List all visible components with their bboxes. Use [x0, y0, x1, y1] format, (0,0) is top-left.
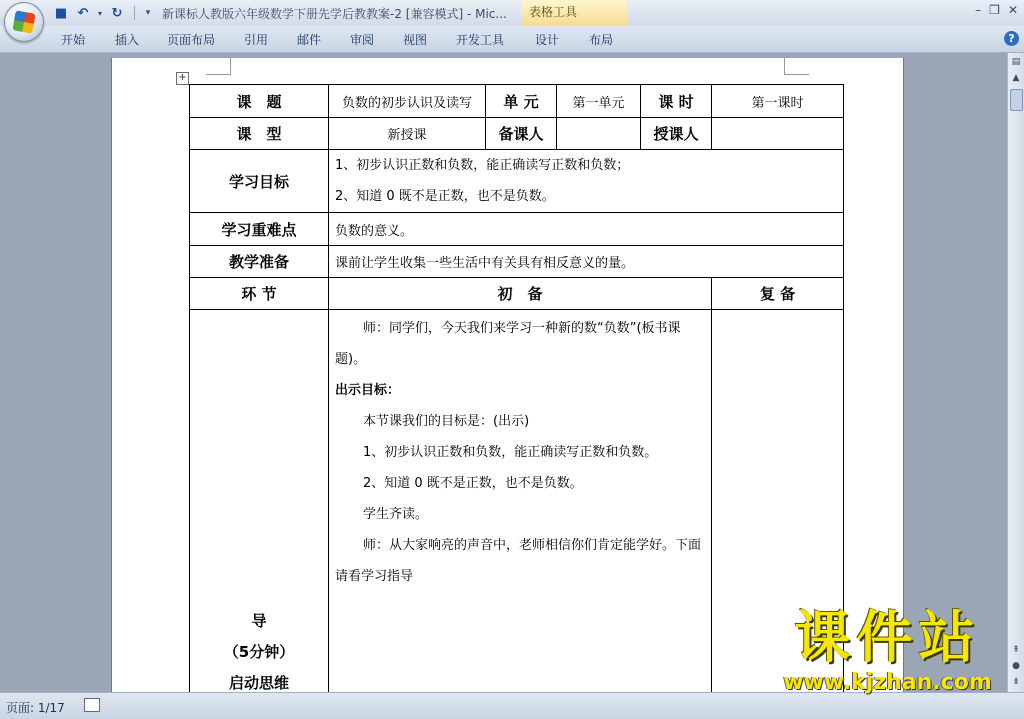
- tab-insert[interactable]: 插入: [115, 33, 140, 47]
- tab-references[interactable]: 引用: [244, 33, 269, 47]
- tab-design[interactable]: 设计: [535, 33, 560, 47]
- browse-object-icon[interactable]: ●: [1012, 661, 1020, 671]
- ribbon-tabs: [0, 26, 1024, 53]
- body-paragraph: 1、初步认识正数和负数，能正确读写正数和负数。: [363, 445, 658, 460]
- watermark-url: www.kjzhan.com: [783, 670, 992, 695]
- body-heading: 出示目标：: [335, 383, 401, 398]
- tab-mailings[interactable]: 邮件: [297, 33, 322, 47]
- page-indicator[interactable]: 页面: 1/17: [6, 701, 65, 715]
- restore-icon[interactable]: ❐: [989, 3, 1000, 17]
- table-move-handle-icon[interactable]: +: [176, 72, 189, 85]
- preparation-value[interactable]: 课前让学生收集一些生活中有关具有相反意义的量。: [329, 246, 844, 278]
- document-title: 新课标人教版六年级数学下册先学后教教案-2 [兼容模式] - Mic...: [162, 7, 507, 21]
- goal-item: 1、初步认识正数和负数，能正确读写正数和负数；: [335, 158, 630, 173]
- undo-dropdown-icon[interactable]: ▾: [97, 8, 102, 18]
- undo-icon[interactable]: ↶: [77, 5, 89, 21]
- proofing-icon[interactable]: [84, 698, 100, 712]
- window-controls: [975, 3, 1018, 17]
- stage-cell[interactable]: [190, 310, 329, 693]
- lesson-plan-table: [189, 84, 844, 692]
- close-icon[interactable]: ✕: [1007, 3, 1018, 17]
- save-icon[interactable]: ■: [54, 5, 68, 21]
- table-tools-label: 表格工具: [521, 0, 627, 26]
- teacher-value[interactable]: [712, 118, 844, 150]
- review-prep-header: 复 备: [712, 278, 844, 310]
- vertical-scrollbar[interactable]: [1007, 53, 1024, 692]
- stage-subtitle: 启动思维: [228, 674, 289, 692]
- status-bar: [0, 692, 1024, 719]
- body-paragraph: 师：从大家响亮的声音中，老师相信你们肯定能学好。下面请看学习指导: [335, 538, 702, 584]
- next-page-icon[interactable]: ⇟: [1012, 677, 1020, 687]
- previous-page-icon[interactable]: ⇞: [1012, 645, 1020, 655]
- scroll-thumb[interactable]: [1010, 89, 1023, 111]
- tab-developer[interactable]: 开发工具: [456, 33, 505, 47]
- office-button[interactable]: [4, 2, 44, 42]
- topic-value[interactable]: 负数的初步认识及读写: [329, 85, 486, 118]
- period-label: 课 时: [641, 85, 712, 118]
- goal-item: 2、知道 0 既不是正数，也不是负数。: [335, 189, 555, 204]
- unit-label: 单 元: [486, 85, 557, 118]
- body-paragraph: 2、知道 0 既不是正数，也不是负数。: [363, 476, 583, 491]
- title-bar: [0, 0, 1024, 27]
- body-paragraph: 本节课我们的目标是：(出示): [363, 414, 530, 429]
- redo-icon[interactable]: ↻: [111, 5, 123, 21]
- tab-home[interactable]: 开始: [61, 33, 86, 47]
- office-logo-icon: [12, 10, 35, 33]
- stage-header: 环 节: [190, 278, 329, 310]
- type-label: 课 型: [190, 118, 329, 150]
- unit-value[interactable]: 第一单元: [557, 85, 641, 118]
- tab-view[interactable]: 视图: [403, 33, 428, 47]
- preparation-label: 教学准备: [190, 246, 329, 278]
- first-prep-cell[interactable]: [329, 310, 712, 693]
- stage-duration: （5分钟）: [223, 643, 295, 661]
- body-paragraph: 学生齐读。: [363, 507, 429, 522]
- goals-label: 学习目标: [190, 150, 329, 213]
- tab-review[interactable]: 审阅: [350, 33, 375, 47]
- margin-crop-mark: [784, 58, 809, 75]
- key-points-label: 学习重难点: [190, 213, 329, 246]
- customize-qat-icon[interactable]: ▾: [145, 8, 151, 18]
- body-paragraph: 师：同学们，今天我们来学习一种新的数“负数”(板书课题)。: [335, 321, 681, 367]
- first-prep-header: 初 备: [329, 278, 712, 310]
- type-value[interactable]: 新授课: [329, 118, 486, 150]
- topic-label: 课 题: [190, 85, 329, 118]
- watermark-brand: 课件站: [794, 606, 981, 671]
- prep-value[interactable]: [557, 118, 641, 150]
- prep-label: 备课人: [486, 118, 557, 150]
- scroll-up-icon[interactable]: ▲: [1012, 73, 1020, 83]
- tab-page-layout[interactable]: 页面布局: [167, 33, 216, 47]
- period-value[interactable]: 第一课时: [712, 85, 844, 118]
- help-icon[interactable]: ?: [1004, 31, 1019, 46]
- document-page: [111, 58, 904, 692]
- key-points-value[interactable]: 负数的意义。: [329, 213, 844, 246]
- minimize-icon[interactable]: –: [975, 3, 982, 17]
- margin-crop-mark: [206, 58, 231, 75]
- teacher-label: 授课人: [641, 118, 712, 150]
- view-ruler-icon[interactable]: ▤: [1011, 57, 1021, 67]
- stage-name: 导: [251, 612, 267, 630]
- goals-cell[interactable]: [329, 150, 844, 213]
- site-watermark: [765, 608, 1010, 696]
- document-area: [0, 53, 1008, 692]
- tab-layout[interactable]: 布局: [589, 33, 614, 47]
- quick-access-toolbar: [52, 3, 153, 23]
